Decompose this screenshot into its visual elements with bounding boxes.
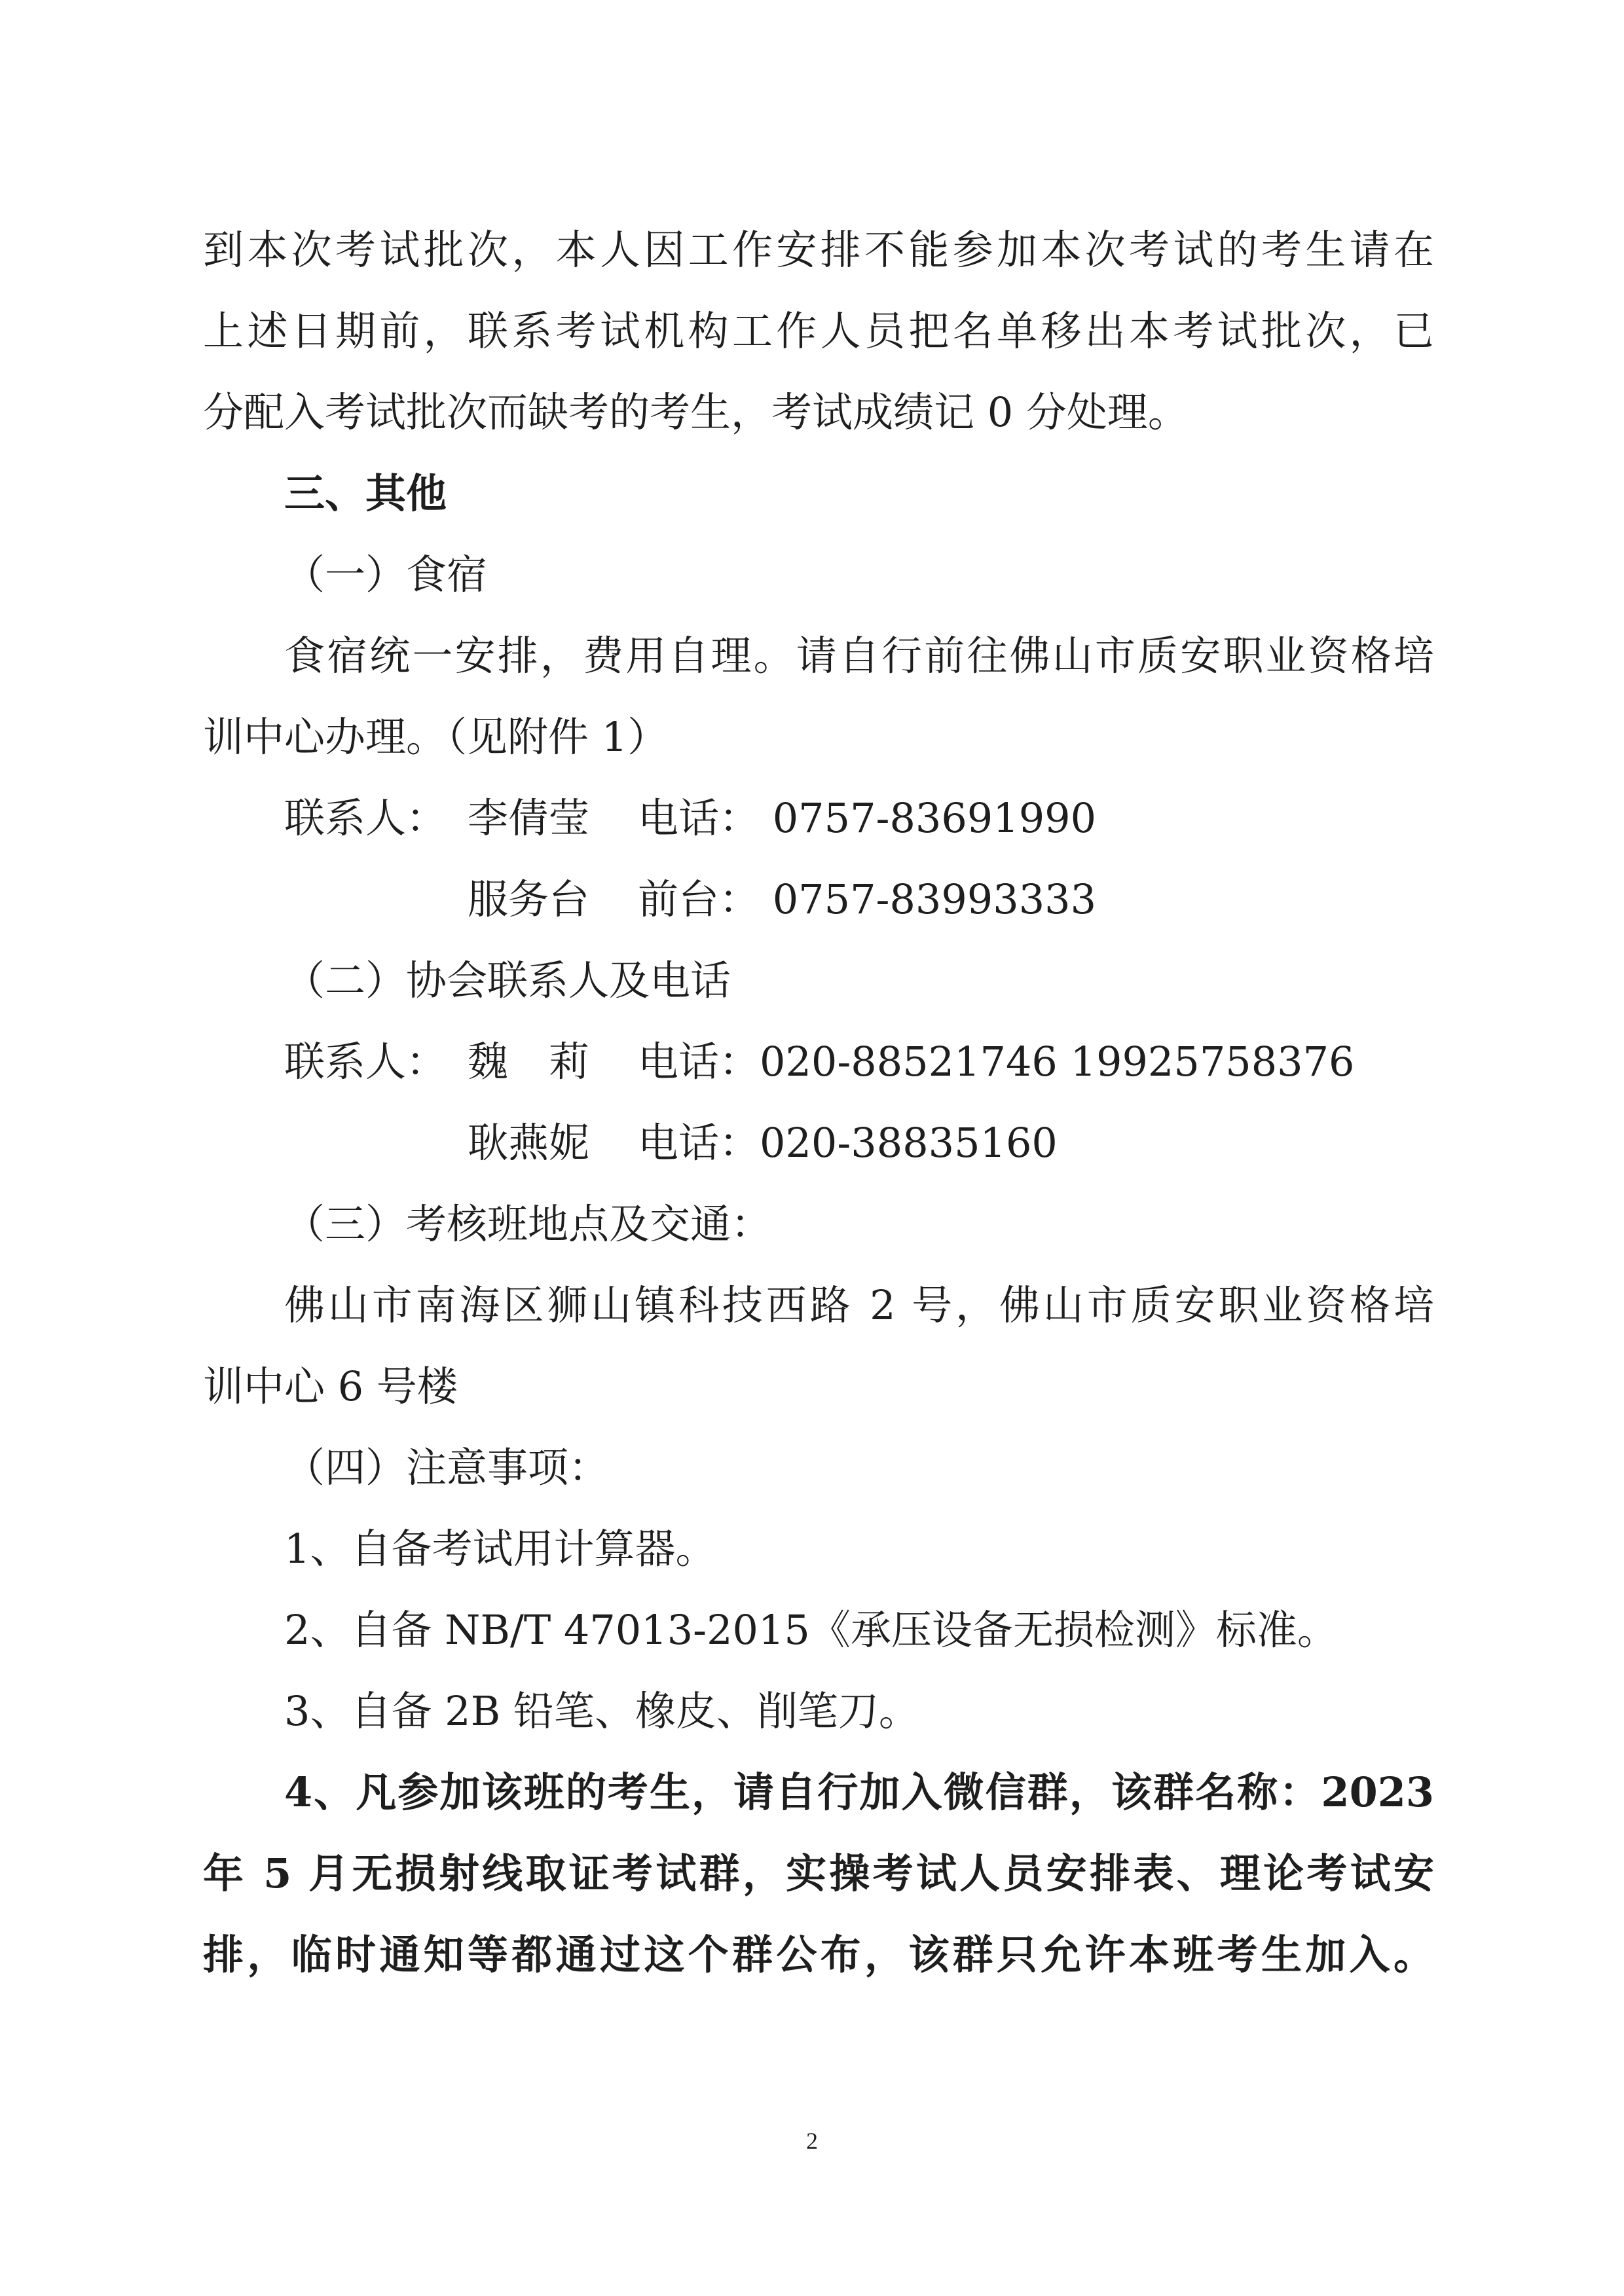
subsection-heading-contacts: （二）协会联系人及电话 [284,957,731,1004]
note-item-bold: 年 5 月无损射线取证考试群，实操考试人员安排表、理论考试安 [203,1850,1434,1897]
paragraph-line: 训中心 6 号楼 [203,1362,458,1410]
contact-row-assoc-2 [284,1109,1434,1177]
contact-phone-kind: 电话： [638,794,760,842]
note-item: 1、自备考试用计算器。 [284,1525,716,1573]
contact-phone: 0757-83993333 [772,875,1097,923]
contact-row-assoc-1 [284,1028,1434,1096]
paragraph-line: 佛山市南海区狮山镇科技西路 2 号，佛山市质安职业资格培 [284,1281,1434,1329]
contact-phone-kind: 电话： [638,1119,760,1167]
contact-phone-kind: 电话： [638,1038,760,1085]
contact-row-lodging-2 [284,866,1434,934]
page-number: 2 [806,2128,818,2154]
subsection-heading-notes: （四）注意事项： [284,1444,610,1491]
contact-phone: 020-88521746 19925758376 [760,1038,1355,1085]
paragraph-line: 上述日期前，联系考试机构工作人员把名单移出本考试批次，已 [203,307,1434,355]
paragraph-line: 食宿统一安排，费用自理。请自行前往佛山市质安职业资格培 [284,632,1434,680]
subsection-heading-lodging: （一）食宿 [284,551,488,598]
paragraph-line: 训中心办理。（见附件 1） [203,713,669,761]
contact-row-lodging-1 [284,784,1434,852]
contact-phone: 0757-83691990 [772,794,1097,842]
contact-phone-kind: 前台： [638,875,760,923]
paragraph-line: 分配入考试批次而缺考的考生，考试成绩记 0 分处理。 [203,388,1189,436]
contact-phone-line [638,866,1424,934]
note-item: 3、自备 2B 铅笔、橡皮、削笔刀。 [284,1687,919,1735]
contact-name: 服务台 [468,875,590,923]
note-item-bold: 4、凡参加该班的考生，请自行加入微信群，该群名称：2023 [284,1768,1434,1816]
paragraph-line: 到本次考试批次，本人因工作安排不能参加本次考试的考生请在 [203,226,1434,274]
section-heading-other: 三、其他 [284,469,447,517]
contact-phone-line [638,1028,1424,1096]
note-item-bold: 排，临时通知等都通过这个群公布，该群只允许本班考生加入。 [203,1931,1434,1978]
contact-label: 联系人： [284,1038,447,1085]
contact-phone-line [638,784,1424,852]
subsection-heading-location: （三）考核班地点及交通： [284,1200,772,1248]
contact-name: 耿燕妮 [468,1119,590,1167]
note-item: 2、自备 NB/T 47013-2015《承压设备无损检测》标准。 [284,1606,1338,1654]
contact-name: 魏 莉 [468,1038,590,1085]
contact-phone: 020-38835160 [760,1119,1058,1167]
contact-label: 联系人： [284,794,447,842]
contact-phone-line [638,1109,1424,1177]
contact-name: 李倩莹 [468,794,590,842]
